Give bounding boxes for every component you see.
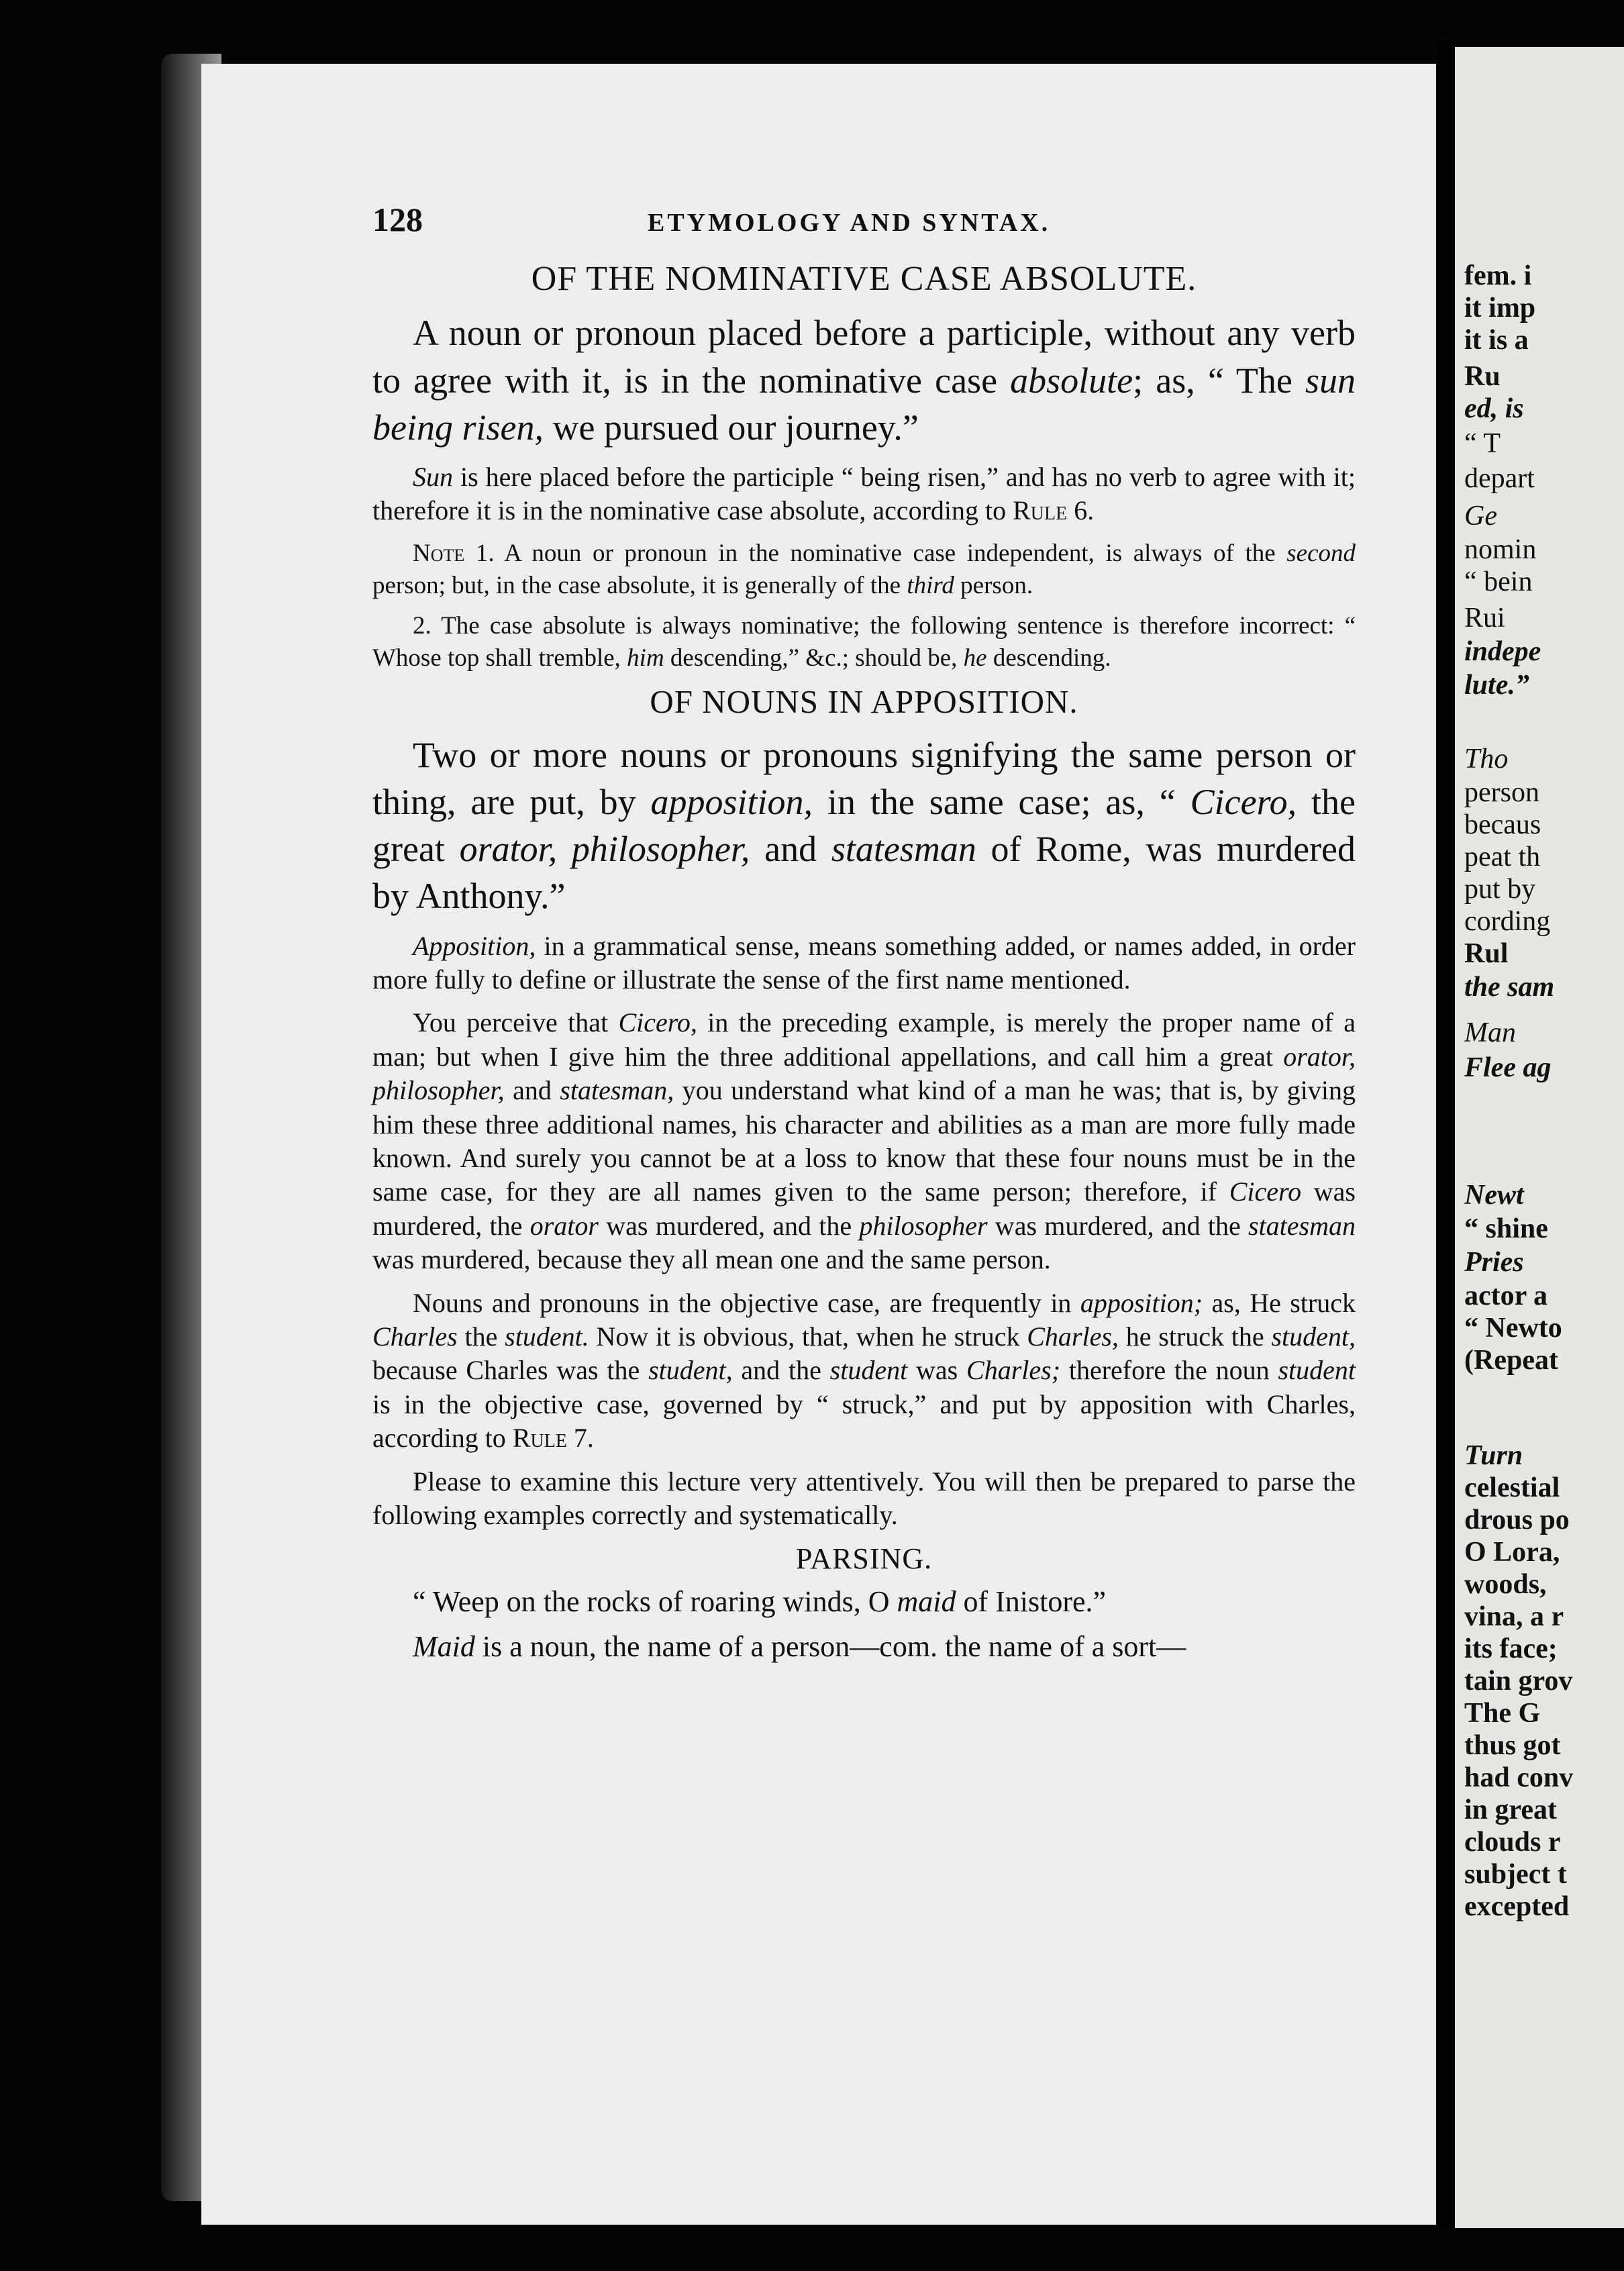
section-heading-parsing: PARSING.: [795, 1542, 933, 1576]
facing-line: “ T: [1464, 428, 1501, 459]
running-head: [372, 200, 1359, 240]
facing-line: “ bein: [1464, 566, 1533, 597]
facing-line: vina, a r: [1464, 1601, 1564, 1632]
facing-line: ed, is: [1464, 393, 1524, 424]
facing-line: O Lora,: [1464, 1537, 1560, 1568]
note-2: 2. The case absolute is always nominative; the following sentence is therefore incorrect: “ Whose top shall tremble, him descending,” &c.; should be, he descending.: [372, 611, 1356, 672]
facing-line: The G: [1464, 1698, 1541, 1729]
facing-page-fragment: [1455, 47, 1624, 2228]
facing-line: subject t: [1464, 1859, 1567, 1890]
running-title: ETYMOLOGY AND SYNTAX.: [648, 209, 1051, 237]
facing-line: Pries: [1464, 1247, 1524, 1278]
facing-line: clouds r: [1464, 1827, 1561, 1858]
section-heading-nominative-absolute: OF THE NOMINATIVE CASE ABSOLUTE.: [531, 260, 1197, 298]
facing-line: drous po: [1464, 1505, 1570, 1535]
facing-line: Ru: [1464, 361, 1501, 392]
facing-line: thus got: [1464, 1730, 1561, 1761]
note-1: Note 1. A noun or pronoun in the nominative case independent, is always of the second person; but, in the case absolute, it is generally of the third person.: [372, 539, 1356, 599]
explanation-paragraph: Sun is here placed before the participle “ being risen,” and has no verb to agree with it; therefore it is in the nominative case absolute, according to Rule 6.: [372, 461, 1356, 526]
facing-line: Rul: [1464, 938, 1509, 969]
facing-line: lute.”: [1464, 670, 1529, 701]
facing-line: peat th: [1464, 842, 1541, 872]
facing-line: “ shine: [1464, 1213, 1548, 1244]
objective-apposition-paragraph: Nouns and pronouns in the objective case, are frequently in apposition; as, He struck Charles the student. Now it is obvious, that, when he struck Charles, he struck the student, because Charles was the student, and the student was Charles; therefore the noun student is in the objective case, governed by “ struck,” and put by apposition with Charles, according to Rule 7.: [372, 1287, 1356, 1454]
page-content: [372, 258, 1356, 1672]
facing-line: person: [1464, 777, 1539, 808]
facing-line: Tho: [1464, 744, 1509, 774]
facing-line: “ Newto: [1464, 1313, 1562, 1344]
facing-line: excepted: [1464, 1891, 1570, 1922]
page-number: 128: [372, 201, 423, 238]
examine-lecture-paragraph: Please to examine this lecture very attentively. You will then be prepared to parse the following examples correctly and systematically.: [372, 1466, 1356, 1530]
section-heading-apposition: OF NOUNS IN APPOSITION.: [650, 683, 1078, 721]
facing-line: the sam: [1464, 972, 1555, 1003]
facing-line: Man: [1464, 1017, 1516, 1048]
facing-line: indepe: [1464, 636, 1541, 667]
facing-line: Turn: [1464, 1440, 1523, 1471]
facing-line: cording: [1464, 906, 1551, 937]
facing-line: nomin: [1464, 534, 1537, 565]
rule-apposition: Two or more nouns or pronouns signifying the same person or thing, are put, by apposition, in the same case; as, “ Cicero, the great orator, philosopher, and statesman of Rome, was murdered by Anthony.”: [372, 734, 1356, 917]
facing-line: (Repeat: [1464, 1345, 1558, 1376]
parsing-example: “ Weep on the rocks of roaring winds, O maid of Inistore.”: [413, 1585, 1107, 1619]
facing-line: in great: [1464, 1795, 1558, 1825]
facing-line: Ge: [1464, 501, 1497, 532]
facing-line: fem. i: [1464, 260, 1532, 291]
facing-line: put by: [1464, 874, 1536, 905]
facing-line: its face;: [1464, 1633, 1558, 1664]
facing-line: woods,: [1464, 1569, 1547, 1600]
facing-line: actor a: [1464, 1280, 1548, 1311]
facing-line: it imp: [1464, 293, 1536, 323]
parsing-analysis: Maid is a noun, the name of a person—com. the name of a sort—: [413, 1630, 1186, 1664]
facing-line: becaus: [1464, 809, 1541, 840]
facing-line: Flee ag: [1464, 1052, 1552, 1083]
cicero-paragraph: You perceive that Cicero, in the preceding example, is merely the proper name of a man; but when I give him the three additional appellations, and call him a great orator, philosopher, and statesman, you understand what kind of a man he was; that is, by giving him these three additional names, his character and abilities as a man are more fully made known. And surely you cannot be at a loss to know that these four nouns must be in the same case, for they are all names given to the same person; therefore, if Cicero was murdered, the orator was murdered, and the philosopher was murdered, and the statesman was murdered, because they all mean one and the same person.: [372, 1007, 1356, 1275]
book-gutter: [1436, 40, 1455, 2228]
facing-line: depart: [1464, 463, 1535, 494]
facing-line: had conv: [1464, 1762, 1574, 1793]
facing-line: tain grov: [1464, 1666, 1573, 1697]
facing-line: Rui: [1464, 603, 1505, 634]
facing-line: celestial: [1464, 1472, 1560, 1503]
facing-line: Newt: [1464, 1180, 1524, 1211]
apposition-definition: Apposition, in a grammatical sense, means something added, or names added, in order more fully to define or illustrate the sense of the first name mentioned.: [372, 930, 1356, 995]
facing-line: it is a: [1464, 325, 1529, 356]
rule-nominative-absolute: A noun or pronoun placed before a participle, without any verb to agree with it, is in the nominative case absolute; as, “ The sun being risen, we pursued our journey.”: [372, 313, 1356, 448]
